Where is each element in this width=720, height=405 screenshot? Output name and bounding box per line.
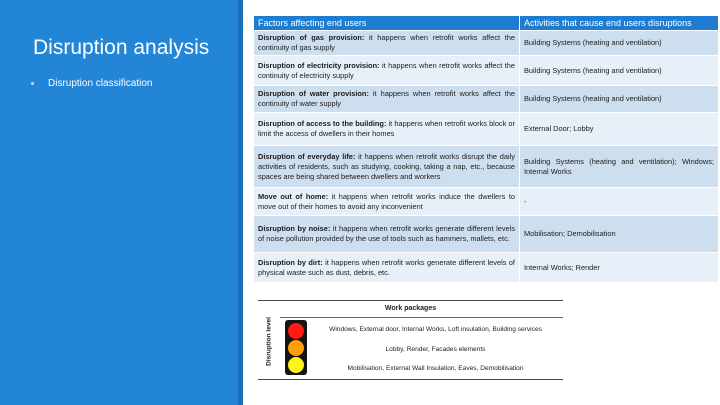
factor-description: it happens when retrofit works affect the continuity of gas supply: [258, 33, 515, 52]
activities-cell: Building Systems (heating and ventilation): [520, 56, 719, 86]
factor-description: it happens when retrofit works disrupt the daily activities of residents, such as studying, cooking, taking a nap, etc., because spaces are being shared between dwellers and workers: [258, 151, 515, 181]
work-package-low: Mobilisation, External Wall Insulation, Eaves, Demobilisation: [347, 365, 524, 372]
factors-table: [253, 15, 719, 283]
bullet-dot-icon: [31, 82, 34, 85]
factor-cell: [254, 253, 520, 283]
activities-cell: Building Systems (heating and ventilation); Windows; Internal Works: [520, 146, 719, 188]
factor-description: it happens when retrofit works block or limit the access of dwellers in their homes: [258, 119, 516, 138]
table-row: [254, 86, 719, 113]
factor-name: Move out of home:: [258, 191, 329, 201]
factor-description: it happens when retrofit works generate different levels of physical waste such as dust, debris, etc.: [258, 257, 515, 277]
disruption-level-label: Disruption level: [265, 317, 273, 366]
factor-cell: [254, 146, 520, 188]
bullet-text: Disruption classification: [48, 78, 153, 89]
factor-cell: [254, 113, 520, 146]
work-package-high: Windows, External door, Internal Works, Loft insulation, Building services: [329, 326, 542, 333]
activities-cell: Building Systems (heating and ventilation): [520, 86, 719, 113]
table-row: [254, 188, 719, 216]
factor-cell: [254, 31, 520, 56]
bullet-item: [31, 78, 153, 89]
table-header-row: [254, 16, 719, 31]
factor-name: Disruption of water provision:: [258, 89, 369, 98]
table-header-factors: Factors affecting end users: [254, 16, 520, 31]
yellow-light-icon: [288, 357, 304, 373]
factor-cell: [254, 86, 520, 113]
factor-name: Disruption of access to the building:: [258, 119, 387, 128]
factor-description: it happens when retrofit works affect the continuity of electricity supply: [258, 60, 515, 80]
work-packages-header: Work packages: [384, 305, 437, 312]
slide-title: Disruption analysis: [33, 36, 210, 59]
factor-description: it happens when retrofit works generate different levels of noise pollution provided by the use of tools such as hammers, mallets, etc.: [258, 224, 515, 243]
table-row: [254, 253, 719, 283]
factor-name: Disruption of everyday life:: [258, 151, 356, 161]
factor-description: it happens when retrofit works affect the continuity of water supply: [258, 89, 515, 108]
factor-name: Disruption by noise:: [258, 224, 331, 233]
figure-header-rule: [280, 317, 563, 318]
table-header-activities: Activities that cause end users disruptions: [520, 16, 719, 31]
factor-name: Disruption of gas provision:: [258, 33, 365, 42]
figure-bottom-rule: [258, 379, 563, 380]
work-packages-figure: [258, 296, 564, 380]
activities-cell: External Door; Lobby: [520, 113, 719, 146]
table-row: [254, 146, 719, 188]
factor-description: it happens when retrofit works induce the dwellers to move out of their homes to avoid any inconvenient: [258, 191, 515, 211]
orange-light-icon: [288, 340, 304, 356]
factor-name: Disruption by dirt:: [258, 257, 323, 267]
left-panel: [0, 0, 243, 405]
factor-name: Disruption of electricity provision:: [258, 60, 380, 70]
figure-top-rule: [258, 300, 563, 301]
left-panel-divider: [238, 0, 243, 405]
factor-cell: [254, 188, 520, 216]
activities-cell: Mobilisation; Demobilisation: [520, 216, 719, 253]
table-row: [254, 31, 719, 56]
factor-cell: [254, 216, 520, 253]
table-row: [254, 216, 719, 253]
activities-cell: Internal Works; Render: [520, 253, 719, 283]
activities-cell: -: [520, 188, 719, 216]
factor-cell: [254, 56, 520, 86]
table-row: [254, 56, 719, 86]
red-light-icon: [288, 323, 304, 339]
table-row: [254, 113, 719, 146]
traffic-light-icon: [285, 320, 307, 375]
work-package-medium: Lobby, Render, Facades elements: [385, 346, 486, 353]
activities-cell: Building Systems (heating and ventilation): [520, 31, 719, 56]
